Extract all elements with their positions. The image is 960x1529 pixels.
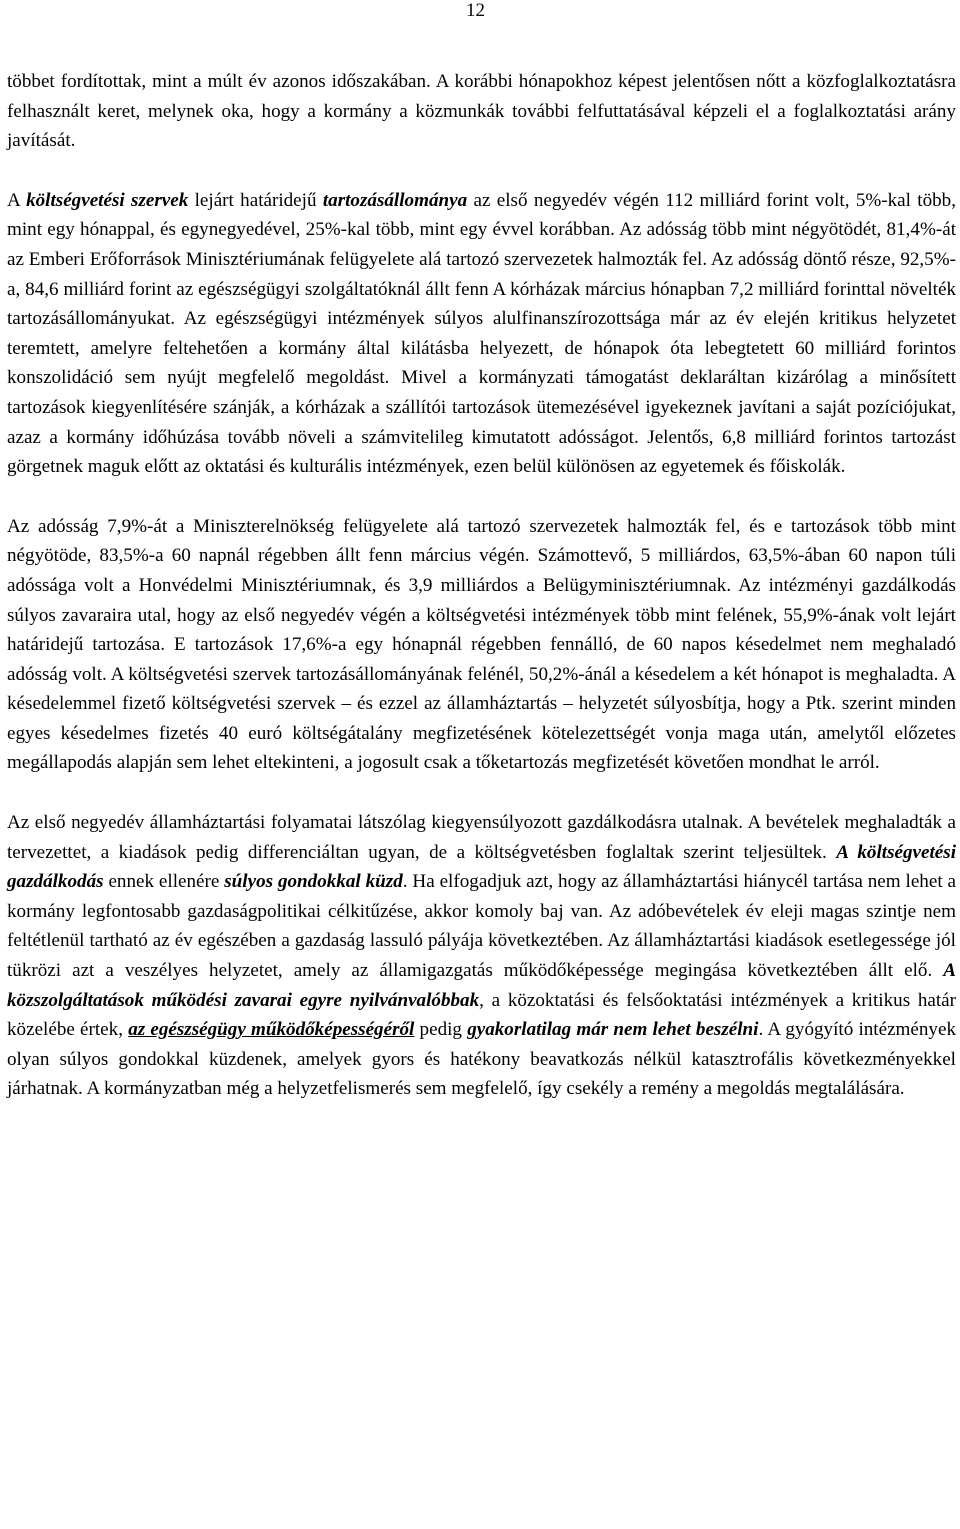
emphasis-egeszsegugy: az egészségügy működőképességéről <box>128 1019 415 1041</box>
document-body <box>7 67 956 1104</box>
text-run: A <box>7 189 27 211</box>
emphasis-tartozasallomanya: tartozásállománya <box>322 189 468 211</box>
emphasis-koltsegvetesi-gazdalkodas: A költségvetési gazdálkodás <box>7 841 956 893</box>
text-run: . A gyógyító intézmények olyan súlyos gondokkal küzdenek, amelyek gyors és hatékony beavatkozás nélkül katasztrofális következményekkel járhatnak. A kormányzatban még a helyzetfelismerés sem megfelelő, így csekély a remény a megoldás megtalálására. <box>7 1019 956 1100</box>
emphasis-koltsegvetesi-szervek: költségvetési szervek <box>26 189 189 211</box>
text-run: Az adósság 7,9%-át a Miniszterelnökség felügyelete alá tartozó szervezetek halmozták fel, és e tartozások több mint négyötöde, 83,5%-a 60 napnál régebben állt fenn március végén. Számottevő, 5 milliárdos, 63,5%-ában 60 napon túli adóssága volt a Honvédelmi Minisztériumnak, és 3,9 milliárdos a Belügyminisztériumnak. Az intézményi gazdálkodás súlyos zavaraira utal, hogy az első negyedév végén a költségvetési intézmények több mint felének, 55,9%-ának volt lejárt határidejű tartozása. E tartozások 17,6%-a egy hónapnál régebben fennálló, de 60 napos késedelmet nem meghaladó adósság volt. A költségvetési szervek tartozásállományának felénél, 50,2%-ánál a késedelem a két hónapot is meghaladta. A késedelemmel fizető költségvetési szervek – és ezzel az államháztartás – helyzetét súlyosbítja, hogy a Ptk. szerint minden egyes késedelmes fizetés 40 euró költségátalány megfizetésének kötelezettségét vonja maga után, amelytől előzetes megállapodás alapján sem lehet eltekinteni, a jogosult csak a tőketartozás megfizetését követően mondhat le arról. <box>7 515 956 774</box>
text-run: lejárt határidejű <box>188 189 323 211</box>
text-run: Az első negyedév államháztartási folyamatai látszólag kiegyensúlyozott gazdálkodásra utalnak. A bevételek meghaladták a tervezettet, a kiadások pedig differenciáltan ugyan, de a költségvetésben foglaltak szerint teljesültek. <box>7 812 956 863</box>
text-run: többet fordítottak, mint a múlt év azonos időszakában. A korábbi hónapokhoz képest jelentősen nőtt a közfoglalkoztatásra felhasznált keret, melynek oka, hogy a kormány a közmunkák további felfuttatásával képzeli el a foglalkoztatási arány javítását. <box>7 71 956 152</box>
emphasis-gyakorlatilag: gyakorlatilag már nem lehet beszélni <box>467 1019 759 1041</box>
page-number: 12 <box>466 0 485 21</box>
text-run: , a közoktatási és felsőoktatási intézmények a kritikus határ közelébe értek, <box>7 989 956 1041</box>
emphasis-kozszolgaltatasok: A közszolgáltatások működési zavarai egyre nyilvánvalóbbak <box>7 960 956 1011</box>
text-run: ennek ellenére <box>103 871 225 893</box>
paragraph-3 <box>7 512 956 778</box>
emphasis-sulyos-gondokkal-kuzd: súlyos gondokkal küzd <box>224 871 403 893</box>
paragraph-4 <box>7 808 956 1104</box>
text-run: az első negyedév végén 112 milliárd forint volt, 5%-kal több, mint egy hónappal, és egynegyedével, 25%-kal több, mint egy évvel korábban. Az adósság több mint négyötödét, 81,4%-át az Emberi Erőforrások Minisztériumának felügyelete alá tartozó szervezetek halmozták fel. Az adósság döntő része, 92,5%-a, 84,6 milliárd forint az egészségügyi szolgáltatóknál állt fenn A kórházak március hónapban 7,2 milliárd forinttal növelték tartozásállományukat. Az egészségügyi intézmények súlyos alulfinanszírozottsága már az év elején kritikus helyzetet teremtett, amelyre feltehetően a kormány által kilátásba helyezett, de hónapok óta lebegtetett 60 milliárd forintos konszolidáció sem nyújt megfelelő megoldást. Mivel a kormányzati támogatást deklaráltan kizárólag a minősített tartozások kiegyenlítésére szánják, a kórházak a szállítói tartozások ütemezésével igyekeznek javítani a saját pozíciójukat, azaz a kormány időhúzása tovább növeli a számvitelileg kimutatott adósságot. Jelentős, 6,8 milliárd forintos tartozást görgetnek maguk előtt az oktatási és kulturális intézmények, ezen belül különösen az egyetemek és főiskolák. <box>7 189 957 478</box>
text-run: pedig <box>414 1019 468 1041</box>
paragraph-2 <box>7 186 956 482</box>
paragraph-1 <box>7 67 956 156</box>
text-run: . Ha elfogadjuk azt, hogy az államháztartási hiánycél tartása nem lehet a kormány legfontosabb gazdaságpolitikai célkitűzése, akkor komoly baj van. Az adóbevételek év eleji magas szintje nem feltétlenül tartható az év egészében a gazdaság lassuló pályája következtében. Az államháztartási kiadások esetlegessége jól tükrözi azt a veszélyes helyzetet, amely az államigazgatás működőképessége megingása következtében állt elő. <box>7 871 956 982</box>
